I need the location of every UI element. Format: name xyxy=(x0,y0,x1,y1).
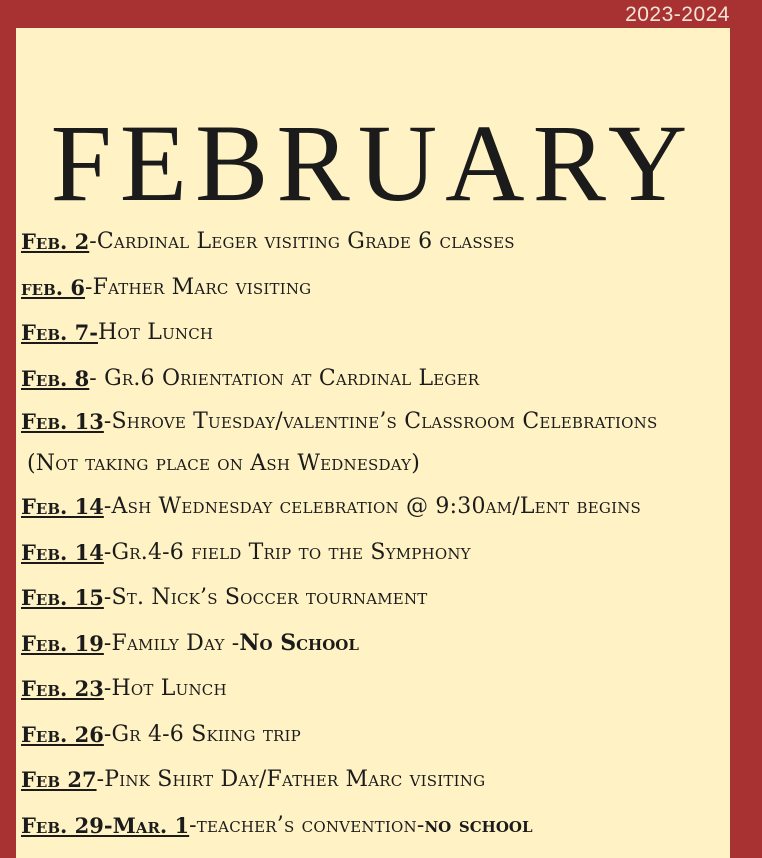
event-text: -Hot Lunch xyxy=(103,676,227,702)
event-date: Feb. 15 xyxy=(21,585,104,611)
event-row xyxy=(21,401,736,442)
event-date: Feb. 26 xyxy=(21,721,104,747)
event-row xyxy=(21,265,736,311)
event-date: Feb. 2 xyxy=(21,229,90,255)
event-row xyxy=(21,621,736,667)
event-text: -Shrove Tuesday/valentine’s Classroom Celebrations xyxy=(103,409,658,434)
event-date: Feb. 8 xyxy=(21,365,90,391)
event-text: -St. Nick’s Soccer tournament xyxy=(103,585,428,611)
event-text: (Not taking place on Ash Wednesday) xyxy=(27,450,421,476)
event-date: Feb. 29-Mar. 1 xyxy=(21,812,190,838)
event-date: Feb. 19 xyxy=(21,630,104,656)
event-text: -Gr 4-6 Skiing trip xyxy=(103,721,301,747)
event-text: -Ash Wednesday celebration @ 9:30am/Lent begins xyxy=(103,494,642,520)
event-text: -Cardinal Leger visiting Grade 6 classes xyxy=(89,229,515,255)
event-emphasis: No School xyxy=(239,630,359,657)
event-row-continuation xyxy=(21,442,736,484)
event-text: -Pink Shirt Day/Father Marc visiting xyxy=(96,767,486,793)
event-date: Feb. 14 xyxy=(21,539,104,565)
event-row xyxy=(21,666,736,712)
event-row xyxy=(21,484,736,530)
event-date: Feb. 7- xyxy=(21,320,98,346)
event-row xyxy=(21,530,736,576)
event-row xyxy=(21,575,736,621)
event-date: feb. 6 xyxy=(21,274,85,300)
event-row xyxy=(21,219,736,265)
school-year-label: 2023-2024 xyxy=(625,3,730,26)
event-text: -teacher’s convention- xyxy=(189,812,425,838)
event-row xyxy=(21,757,736,803)
event-list xyxy=(21,219,736,848)
event-row xyxy=(21,803,736,849)
event-row xyxy=(21,712,736,758)
event-text: Hot Lunch xyxy=(97,320,214,346)
event-text: - Gr.6 Orientation at Cardinal Leger xyxy=(89,365,480,391)
event-date: Feb. 23 xyxy=(21,676,104,702)
event-text: -Gr.4-6 field Trip to the Symphony xyxy=(103,539,471,565)
event-date: Feb. 13 xyxy=(21,409,104,434)
event-text: -Father Marc visiting xyxy=(85,274,312,300)
event-emphasis: no school xyxy=(424,812,533,839)
event-date: Feb 27 xyxy=(21,767,97,793)
event-date: Feb. 14 xyxy=(21,494,104,520)
event-row xyxy=(21,356,736,402)
month-title: FEBRUARY xyxy=(50,102,696,224)
event-row xyxy=(21,310,736,356)
event-text: -Family Day - xyxy=(103,630,240,656)
